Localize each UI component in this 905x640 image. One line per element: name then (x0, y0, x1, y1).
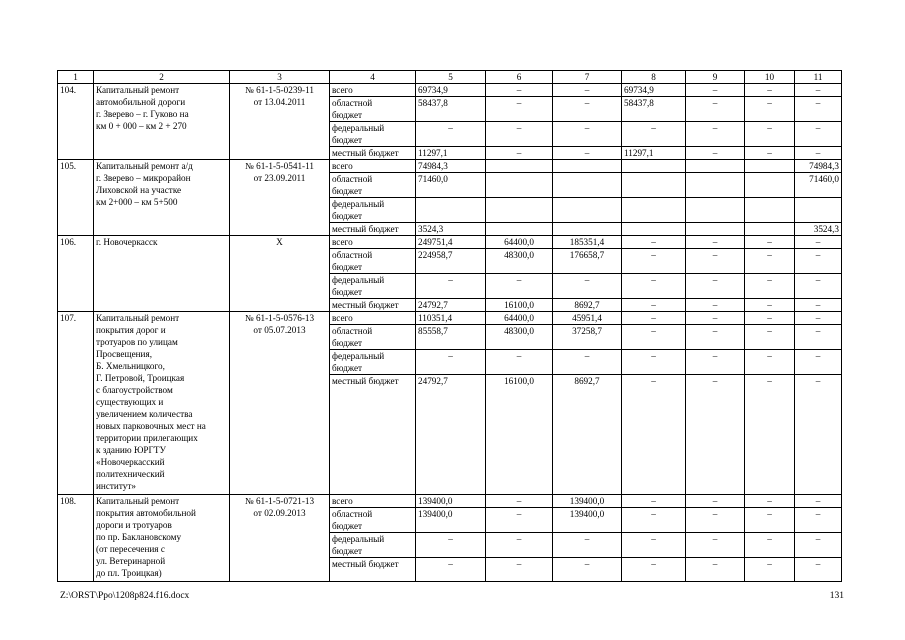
amount-cell (686, 223, 745, 236)
object-name-line: Г. Петровой, Троицкая (96, 373, 185, 383)
expertise-document (230, 312, 330, 495)
table-row (58, 84, 842, 97)
amount-cell: – (686, 122, 745, 147)
funding-source-line: бюджет (332, 521, 363, 531)
amount-cell: – (486, 558, 553, 582)
funding-source-line: бюджет (332, 110, 363, 120)
funding-source (330, 375, 416, 495)
amount-cell: 58437,8 (622, 97, 686, 122)
amount-cell: 139400,0 (416, 495, 486, 508)
object-name-line: тротуаров по улицам (96, 337, 178, 347)
amount-cell: – (795, 84, 842, 97)
amount-cell: – (745, 236, 795, 249)
funding-source (330, 350, 416, 375)
amount-cell: – (795, 508, 842, 533)
amount-cell (686, 173, 745, 198)
document-line: Х (276, 237, 283, 247)
funding-source-line: всего (332, 161, 353, 171)
funding-source-line: бюджет (332, 262, 363, 272)
column-number: 6 (486, 71, 553, 84)
object-name (94, 312, 230, 495)
funding-source-line: областной (332, 250, 373, 260)
amount-cell: – (622, 350, 686, 375)
amount-cell: – (686, 375, 745, 495)
funding-source-line: бюджет (332, 186, 363, 196)
amount-cell: – (686, 508, 745, 533)
amount-cell: 139400,0 (553, 508, 622, 533)
amount-cell: – (686, 97, 745, 122)
file-path: Z:\ORST\Ppo\1208p824.f16.docx (60, 591, 190, 601)
amount-cell: 11297,1 (416, 147, 486, 160)
amount-cell (622, 160, 686, 173)
funding-source-line: бюджет (332, 338, 363, 348)
amount-cell: – (486, 122, 553, 147)
funding-source-line: местный бюджет (332, 224, 399, 234)
funding-source (330, 533, 416, 558)
object-name-line: г. Зверево – микрорайон (96, 173, 191, 183)
funding-source (330, 223, 416, 236)
amount-cell: – (553, 147, 622, 160)
funding-source-line: всего (332, 85, 353, 95)
column-number-row (58, 71, 842, 84)
object-name-line: новых парковочных мест на (96, 421, 206, 431)
amount-cell: – (486, 147, 553, 160)
table-row (58, 312, 842, 325)
funding-source-line: областной (332, 98, 373, 108)
amount-cell: – (622, 122, 686, 147)
amount-cell: – (795, 147, 842, 160)
amount-cell: – (745, 312, 795, 325)
object-name-line: политехнический (96, 469, 165, 479)
object-name-line: до пл. Троицкая) (96, 568, 162, 578)
object-name-line: Капитальный ремонт а/д (96, 161, 193, 171)
amount-cell: – (795, 249, 842, 274)
object-name-line: покрытия дорог и (96, 325, 166, 335)
amount-cell: – (795, 312, 842, 325)
funding-source (330, 508, 416, 533)
document-line: от 23.09.2011 (253, 173, 306, 183)
amount-cell: – (622, 236, 686, 249)
amount-cell: – (686, 325, 745, 350)
amount-cell (622, 223, 686, 236)
record-number: 104. (58, 84, 94, 160)
record-number: 107. (58, 312, 94, 495)
object-name-line: Капитальный ремонт (96, 85, 180, 95)
document-line: № 61-1-5-0541-11 (245, 161, 314, 171)
funding-source-line: бюджет (332, 287, 363, 297)
expertise-document (230, 84, 330, 160)
amount-cell: – (622, 375, 686, 495)
amount-cell: – (745, 495, 795, 508)
funding-source-line: местный бюджет (332, 148, 399, 158)
object-name-line: ул. Ветеринарной (96, 556, 166, 566)
amount-cell (686, 198, 745, 223)
column-number: 1 (58, 71, 94, 84)
amount-cell: – (745, 84, 795, 97)
amount-cell: – (686, 236, 745, 249)
amount-cell: – (745, 274, 795, 299)
document-line: от 02.09.2013 (253, 508, 306, 518)
document-line: № 61-1-5-0239-11 (245, 85, 314, 95)
object-name-line: по пр. Баклановскому (96, 532, 182, 542)
amount-cell: 24792,7 (416, 375, 486, 495)
funding-source-line: всего (332, 237, 353, 247)
document-line: № 61-1-5-0721-13 (244, 496, 315, 506)
funding-source-line: федеральный (332, 534, 385, 544)
object-name-line: институт» (96, 481, 136, 491)
object-name-line: «Новочеркасский (96, 457, 165, 467)
funding-source (330, 299, 416, 312)
funding-source (330, 147, 416, 160)
amount-cell (553, 223, 622, 236)
object-name-line: территории прилегающих (96, 433, 198, 443)
object-name-line: км 2+000 – км 5+500 (96, 197, 178, 207)
amount-cell: – (553, 97, 622, 122)
funding-source (330, 495, 416, 508)
funding-source (330, 274, 416, 299)
amount-cell: 3524,3 (795, 223, 842, 236)
amount-cell (745, 223, 795, 236)
column-number: 2 (94, 71, 230, 84)
amount-cell (795, 198, 842, 223)
funding-source (330, 312, 416, 325)
funding-source-line: областной (332, 509, 373, 519)
amount-cell: 64400,0 (486, 312, 553, 325)
amount-cell: – (416, 122, 486, 147)
funding-source (330, 198, 416, 223)
page-number: 131 (829, 591, 844, 601)
expertise-document (230, 236, 330, 312)
table-row (58, 160, 842, 173)
amount-cell: 16100,0 (486, 299, 553, 312)
funding-source-line: федеральный (332, 275, 385, 285)
object-name-line: км 0 + 000 – км 2 + 270 (96, 121, 187, 131)
amount-cell: – (795, 274, 842, 299)
amount-cell (686, 160, 745, 173)
amount-cell: – (686, 249, 745, 274)
funding-source (330, 558, 416, 582)
amount-cell: 176658,7 (553, 249, 622, 274)
expertise-document (230, 160, 330, 236)
column-number: 3 (230, 71, 330, 84)
funding-source-line: бюджет (332, 211, 363, 221)
funding-source-line: местный бюджет (332, 376, 399, 386)
column-number: 9 (686, 71, 745, 84)
amount-cell: – (622, 533, 686, 558)
expertise-document (230, 495, 330, 582)
object-name-line: покрытия автомобильной (96, 508, 196, 518)
amount-cell: – (795, 350, 842, 375)
column-number: 7 (553, 71, 622, 84)
funding-source-line: бюджет (332, 546, 363, 556)
amount-cell (745, 160, 795, 173)
amount-cell: – (486, 508, 553, 533)
object-name-line: существующих и (96, 397, 164, 407)
amount-cell: – (486, 495, 553, 508)
amount-cell: – (686, 495, 745, 508)
funding-source (330, 236, 416, 249)
object-name-line: автомобильной дороги (96, 97, 186, 107)
amount-cell: – (416, 558, 486, 582)
amount-cell: – (622, 558, 686, 582)
object-name-line: Капитальный ремонт (96, 496, 180, 506)
amount-cell: 185351,4 (553, 236, 622, 249)
amount-cell (553, 173, 622, 198)
amount-cell: – (622, 312, 686, 325)
document-line: от 05.07.2013 (253, 325, 306, 335)
funding-source-line: бюджет (332, 135, 363, 145)
amount-cell: – (622, 274, 686, 299)
amount-cell (486, 198, 553, 223)
amount-cell: – (622, 299, 686, 312)
amount-cell (622, 198, 686, 223)
amount-cell: 45951,4 (553, 312, 622, 325)
amount-cell: 11297,1 (622, 147, 686, 160)
column-number: 10 (745, 71, 795, 84)
column-number: 4 (330, 71, 416, 84)
amount-cell (745, 173, 795, 198)
funding-source (330, 97, 416, 122)
amount-cell: 224958,7 (416, 249, 486, 274)
amount-cell: 139400,0 (416, 508, 486, 533)
amount-cell: – (486, 84, 553, 97)
amount-cell: 48300,0 (486, 325, 553, 350)
funding-source (330, 325, 416, 350)
object-name-line: Лиховской на участке (96, 185, 182, 195)
amount-cell: – (795, 495, 842, 508)
amount-cell: 249751,4 (416, 236, 486, 249)
amount-cell (553, 198, 622, 223)
amount-cell: – (553, 84, 622, 97)
funding-source-line: всего (332, 313, 353, 323)
amount-cell: – (486, 533, 553, 558)
amount-cell: – (486, 97, 553, 122)
amount-cell: – (416, 274, 486, 299)
amount-cell: – (745, 350, 795, 375)
amount-cell: – (486, 274, 553, 299)
object-name-line: (от пересечения с (96, 544, 165, 554)
amount-cell: – (553, 350, 622, 375)
amount-cell: – (686, 299, 745, 312)
amount-cell (486, 160, 553, 173)
amount-cell: – (745, 122, 795, 147)
amount-cell: – (553, 533, 622, 558)
funding-source (330, 249, 416, 274)
amount-cell: – (622, 325, 686, 350)
amount-cell: – (745, 147, 795, 160)
object-name (94, 495, 230, 582)
amount-cell: – (795, 122, 842, 147)
amount-cell: – (795, 558, 842, 582)
amount-cell: – (795, 299, 842, 312)
object-name-line: увеличением количества (96, 409, 193, 419)
amount-cell: – (486, 350, 553, 375)
object-name-line: г. Зверево – г. Гуково на (96, 109, 189, 119)
record-number: 105. (58, 160, 94, 236)
amount-cell: – (795, 533, 842, 558)
amount-cell: 69734,9 (416, 84, 486, 97)
object-name-line: г. Новочеркасск (96, 237, 158, 247)
amount-cell: 74984,3 (416, 160, 486, 173)
record-number: 108. (58, 495, 94, 582)
object-name (94, 84, 230, 160)
amount-cell: 3524,3 (416, 223, 486, 236)
amount-cell: 37258,7 (553, 325, 622, 350)
amount-cell: – (745, 508, 795, 533)
amount-cell: – (553, 274, 622, 299)
amount-cell: – (686, 274, 745, 299)
funding-source-line: местный бюджет (332, 559, 399, 569)
amount-cell (745, 198, 795, 223)
amount-cell (622, 173, 686, 198)
column-number: 11 (795, 71, 842, 84)
amount-cell: – (745, 558, 795, 582)
amount-cell: – (622, 508, 686, 533)
object-name-line: дороги и тротуаров (96, 520, 172, 530)
amount-cell (486, 173, 553, 198)
column-number: 8 (622, 71, 686, 84)
amount-cell: – (686, 312, 745, 325)
funding-source-line: местный бюджет (332, 300, 399, 310)
amount-cell: – (553, 122, 622, 147)
amount-cell: 48300,0 (486, 249, 553, 274)
amount-cell: – (795, 236, 842, 249)
amount-cell: – (686, 84, 745, 97)
amount-cell: – (745, 299, 795, 312)
funding-source-line: областной (332, 174, 373, 184)
amount-cell: – (795, 325, 842, 350)
amount-cell: 74984,3 (795, 160, 842, 173)
amount-cell: – (745, 97, 795, 122)
budget-table (57, 70, 842, 582)
amount-cell: – (416, 350, 486, 375)
object-name-line: к зданию ЮРГТУ (96, 445, 166, 455)
amount-cell: 8692,7 (553, 299, 622, 312)
object-name-line: с благоустройством (96, 385, 173, 395)
table-row (58, 495, 842, 508)
amount-cell: – (686, 350, 745, 375)
amount-cell: 58437,8 (416, 97, 486, 122)
amount-cell: 24792,7 (416, 299, 486, 312)
amount-cell: – (795, 97, 842, 122)
funding-source (330, 122, 416, 147)
object-name (94, 160, 230, 236)
amount-cell: – (622, 495, 686, 508)
amount-cell: – (745, 249, 795, 274)
amount-cell: 16100,0 (486, 375, 553, 495)
document-line: № 61-1-5-0576-13 (244, 313, 315, 323)
amount-cell: – (745, 533, 795, 558)
funding-source-line: федеральный (332, 123, 385, 133)
amount-cell: – (553, 558, 622, 582)
amount-cell (486, 223, 553, 236)
document-line: от 13.04.2011 (253, 97, 306, 107)
object-name-line: Просвещения, (96, 349, 153, 359)
record-number: 106. (58, 236, 94, 312)
funding-source-line: федеральный (332, 351, 385, 361)
funding-source (330, 84, 416, 97)
amount-cell: – (686, 147, 745, 160)
funding-source (330, 173, 416, 198)
funding-source-line: всего (332, 496, 353, 506)
amount-cell (416, 198, 486, 223)
amount-cell: 110351,4 (416, 312, 486, 325)
amount-cell: – (795, 375, 842, 495)
amount-cell: 71460,0 (795, 173, 842, 198)
amount-cell: 139400,0 (553, 495, 622, 508)
amount-cell: – (745, 325, 795, 350)
funding-source-line: федеральный (332, 199, 385, 209)
funding-source-line: бюджет (332, 363, 363, 373)
object-name (94, 236, 230, 312)
column-number: 5 (416, 71, 486, 84)
amount-cell: 85558,7 (416, 325, 486, 350)
amount-cell: 69734,9 (622, 84, 686, 97)
object-name-line: Б. Хмельницкого, (96, 361, 165, 371)
amount-cell: – (686, 533, 745, 558)
amount-cell: 8692,7 (553, 375, 622, 495)
table-row (58, 236, 842, 249)
amount-cell: – (622, 249, 686, 274)
object-name-line: Капитальный ремонт (96, 313, 180, 323)
amount-cell: – (416, 533, 486, 558)
amount-cell: 64400,0 (486, 236, 553, 249)
amount-cell: – (745, 375, 795, 495)
amount-cell: 71460,0 (416, 173, 486, 198)
amount-cell: – (686, 558, 745, 582)
funding-source-line: областной (332, 326, 373, 336)
amount-cell (553, 160, 622, 173)
funding-source (330, 160, 416, 173)
